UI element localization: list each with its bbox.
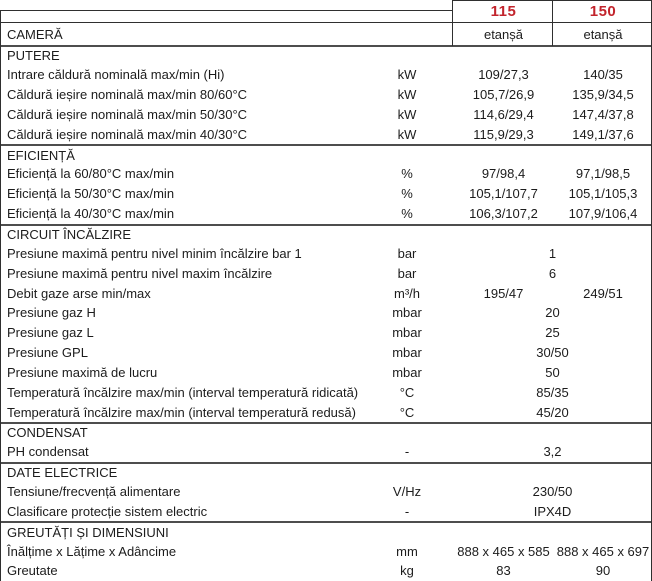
row-value-merged: 50 bbox=[545, 364, 560, 380]
model-header-row bbox=[0, 0, 652, 22]
row-value-150: 888 x 465 x 697 bbox=[556, 543, 650, 559]
section-header-row bbox=[0, 462, 652, 482]
row-value-merged: 6 bbox=[548, 265, 557, 281]
row-unit: % bbox=[401, 206, 413, 222]
row-unit: bar bbox=[397, 265, 417, 281]
column-divider-150 bbox=[552, 0, 553, 46]
row-unit: m³/h bbox=[394, 285, 420, 301]
row-unit: bar bbox=[397, 245, 417, 261]
row-value-115: 114,6/29,4 bbox=[473, 106, 534, 122]
table-row bbox=[0, 283, 652, 303]
table-row bbox=[0, 323, 652, 343]
row-label: Căldură ieșire nominală max/min 50/30°C bbox=[7, 106, 248, 122]
table-row bbox=[0, 382, 652, 402]
row-value-115: 83 bbox=[496, 563, 511, 579]
row-label: Clasificare protecție sistem electric bbox=[7, 503, 208, 519]
row-unit: - bbox=[404, 503, 410, 519]
section-title: DATE ELECTRICE bbox=[7, 465, 118, 481]
row-label: CAMERĂ bbox=[7, 26, 63, 42]
row-label: Căldură ieșire nominală max/min 40/30°C bbox=[7, 126, 248, 142]
section-header-row bbox=[0, 45, 652, 65]
table-row bbox=[0, 65, 652, 85]
section-header-row bbox=[0, 422, 652, 442]
row-label: Căldură ieșire nominală max/min 80/60°C bbox=[7, 87, 248, 103]
row-value-115: 105,1/107,7 bbox=[469, 186, 538, 202]
row-value-115: 888 x 465 x 585 bbox=[457, 543, 550, 559]
table-row bbox=[0, 561, 652, 581]
row-value-150: 147,4/37,8 bbox=[572, 106, 634, 122]
section-title: EFICIENȚĂ bbox=[7, 147, 75, 163]
model-number-150: 150 bbox=[589, 2, 617, 20]
table-row bbox=[0, 541, 652, 561]
row-value-115: 195/47 bbox=[483, 285, 524, 301]
row-value-merged: 20 bbox=[545, 305, 560, 321]
section-title: CONDENSAT bbox=[7, 425, 88, 441]
table-row bbox=[0, 164, 652, 184]
row-unit: kW bbox=[397, 87, 417, 103]
row-unit: kW bbox=[397, 67, 417, 83]
row-label: Debit gaze arse min/max bbox=[7, 285, 151, 301]
row-label: Eficiență la 50/30°C max/min bbox=[7, 186, 175, 202]
row-unit: °C bbox=[399, 384, 415, 400]
table-row bbox=[0, 343, 652, 363]
row-value-150: 105,1/105,3 bbox=[568, 186, 638, 202]
row-value-150: 90 bbox=[595, 563, 611, 579]
row-unit: mm bbox=[396, 543, 418, 559]
row-value-150: 107,9/106,4 bbox=[568, 206, 638, 222]
row-value-115: 109/27,3 bbox=[478, 67, 529, 83]
section-title: CIRCUIT ÎNCĂLZIRE bbox=[7, 227, 131, 243]
row-label: Greutate bbox=[7, 563, 58, 579]
row-unit: °C bbox=[399, 404, 415, 420]
table-row bbox=[0, 124, 652, 144]
column-divider-115 bbox=[452, 0, 453, 46]
row-label: Eficiență la 40/30°C max/min bbox=[7, 206, 175, 222]
row-label: Înălțime x Lățime x Adâncime bbox=[7, 543, 177, 559]
row-label: Presiune maximă de lucru bbox=[7, 364, 158, 380]
row-unit: V/Hz bbox=[392, 483, 422, 499]
row-unit: mbar bbox=[392, 364, 422, 380]
table-row bbox=[0, 243, 652, 263]
row-value-merged: 230/50 bbox=[532, 483, 573, 499]
row-value-150: 140/35 bbox=[583, 67, 623, 83]
row-label: Tensiune/frecvență alimentare bbox=[7, 483, 181, 499]
row-unit: kW bbox=[397, 126, 417, 142]
row-unit: % bbox=[401, 186, 413, 202]
row-value-merged: 3,2 bbox=[543, 444, 562, 460]
table-row bbox=[0, 263, 652, 283]
row-label: Temperatură încălzire max/min (interval temperatură ridicată) bbox=[7, 384, 359, 400]
table-row bbox=[0, 184, 652, 204]
row-value-115: etanșă bbox=[483, 26, 524, 42]
row-label: PH condensat bbox=[7, 444, 89, 460]
row-value-115: 106,3/107,2 bbox=[469, 206, 538, 222]
row-label: Temperatură încălzire max/min (interval temperatură redusă) bbox=[7, 404, 356, 420]
row-label: Presiune GPL bbox=[7, 345, 88, 361]
section-title: GREUTĂȚI ȘI DIMENSIUNI bbox=[7, 524, 169, 540]
row-value-150: 149,1/37,6 bbox=[572, 126, 634, 142]
row-value-merged: 1 bbox=[548, 245, 557, 261]
table-row bbox=[0, 303, 652, 323]
section-header-row bbox=[0, 224, 652, 244]
row-value-150: 135,9/34,5 bbox=[572, 87, 634, 103]
row-value-150: 249/51 bbox=[583, 285, 623, 301]
row-value-merged: 25 bbox=[545, 325, 560, 341]
table-row bbox=[0, 204, 652, 224]
table-row bbox=[0, 85, 652, 105]
table-row bbox=[0, 501, 652, 521]
row-label: Presiune maximă pentru nivel maxim încălzire bbox=[7, 265, 273, 281]
row-value-merged: 45/20 bbox=[536, 404, 569, 420]
table-row bbox=[0, 442, 652, 462]
row-value-merged: IPX4D bbox=[533, 503, 572, 519]
row-value-150: etanșă bbox=[583, 26, 623, 42]
row-unit: % bbox=[401, 166, 413, 182]
row-unit: mbar bbox=[392, 305, 422, 321]
row-value-115: 105,7/26,9 bbox=[472, 87, 535, 103]
row-label: Presiune gaz H bbox=[7, 305, 96, 321]
row-label: Eficiență la 60/80°C max/min bbox=[7, 166, 175, 182]
table-row bbox=[0, 482, 652, 502]
row-value-merged: 30/50 bbox=[536, 345, 569, 361]
row-unit: mbar bbox=[392, 325, 422, 341]
row-unit: kg bbox=[400, 563, 414, 579]
table-row bbox=[0, 363, 652, 383]
row-unit: mbar bbox=[392, 345, 422, 361]
table-left-border bbox=[0, 10, 1, 581]
camera-row bbox=[0, 22, 652, 45]
row-unit: kW bbox=[397, 106, 417, 122]
table-row bbox=[0, 402, 652, 422]
row-value-150: 97,1/98,5 bbox=[575, 166, 631, 182]
row-value-115: 115,9/29,3 bbox=[473, 126, 534, 142]
table-top-border bbox=[0, 10, 453, 11]
row-label: Intrare căldură nominală max/min (Hi) bbox=[7, 67, 225, 83]
section-title: PUTERE bbox=[7, 48, 60, 64]
row-unit: - bbox=[404, 444, 410, 460]
model-number-115: 115 bbox=[490, 2, 517, 20]
row-label: Presiune gaz L bbox=[7, 325, 94, 341]
table-row bbox=[0, 105, 652, 125]
row-value-115: 97/98,4 bbox=[481, 166, 526, 182]
section-header-row bbox=[0, 521, 652, 541]
section-header-row bbox=[0, 144, 652, 164]
row-value-merged: 85/35 bbox=[536, 384, 569, 400]
row-label: Presiune maximă pentru nivel minim încălzire bar 1 bbox=[7, 245, 302, 261]
